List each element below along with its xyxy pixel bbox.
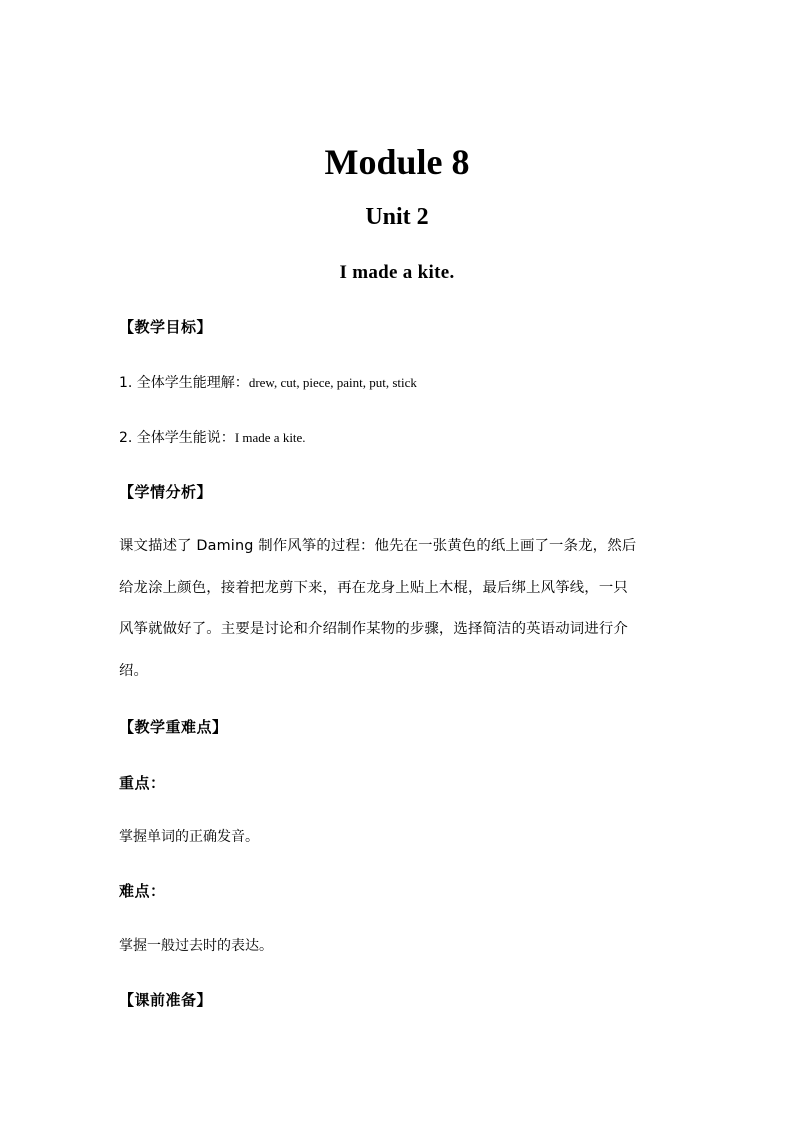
focus-text: 掌握单词的正确发音。 bbox=[119, 829, 259, 845]
analysis-heading: 【学情分析】 bbox=[119, 483, 213, 501]
objectives-heading: 【教学目标】 bbox=[119, 318, 213, 336]
objective-item-1-words: drew, cut, piece, paint, put, stick bbox=[248, 375, 417, 390]
difficulty-label: 难点： bbox=[119, 882, 166, 900]
analysis-line-3: 风筝就做好了。主要是讨论和介绍制作某物的步骤，选择简洁的英语动词进行介 bbox=[119, 621, 628, 637]
analysis-line-1: 课文描述了 Daming 制作风筝的过程：他先在一张黄色的纸上画了一条龙，然后 bbox=[119, 538, 637, 554]
objective-item-2 bbox=[119, 429, 679, 447]
objective-item-2-words: I made a kite. bbox=[234, 430, 306, 445]
objective-item-1-prefix: 1. 全体学生能理解： bbox=[119, 375, 249, 391]
difficulty-text: 掌握一般过去时的表达。 bbox=[119, 938, 273, 954]
objective-item-2-prefix: 2. 全体学生能说： bbox=[119, 430, 235, 446]
unit-title: Unit 2 bbox=[365, 204, 429, 230]
analysis-line-2: 给龙涂上颜色，接着把龙剪下来，再在龙身上贴上木棍，最后绑上风筝线，一只 bbox=[119, 579, 628, 596]
objective-item-1 bbox=[119, 374, 679, 392]
module-title: Module 8 bbox=[324, 142, 470, 182]
analysis-paragraph bbox=[119, 526, 679, 692]
analysis-line-4: 绍。 bbox=[119, 662, 149, 679]
preparation-heading: 【课前准备】 bbox=[119, 991, 213, 1009]
lesson-title: I made a kite. bbox=[339, 262, 455, 283]
focus-label: 重点： bbox=[119, 774, 166, 792]
key-points-heading: 【教学重难点】 bbox=[119, 718, 228, 736]
